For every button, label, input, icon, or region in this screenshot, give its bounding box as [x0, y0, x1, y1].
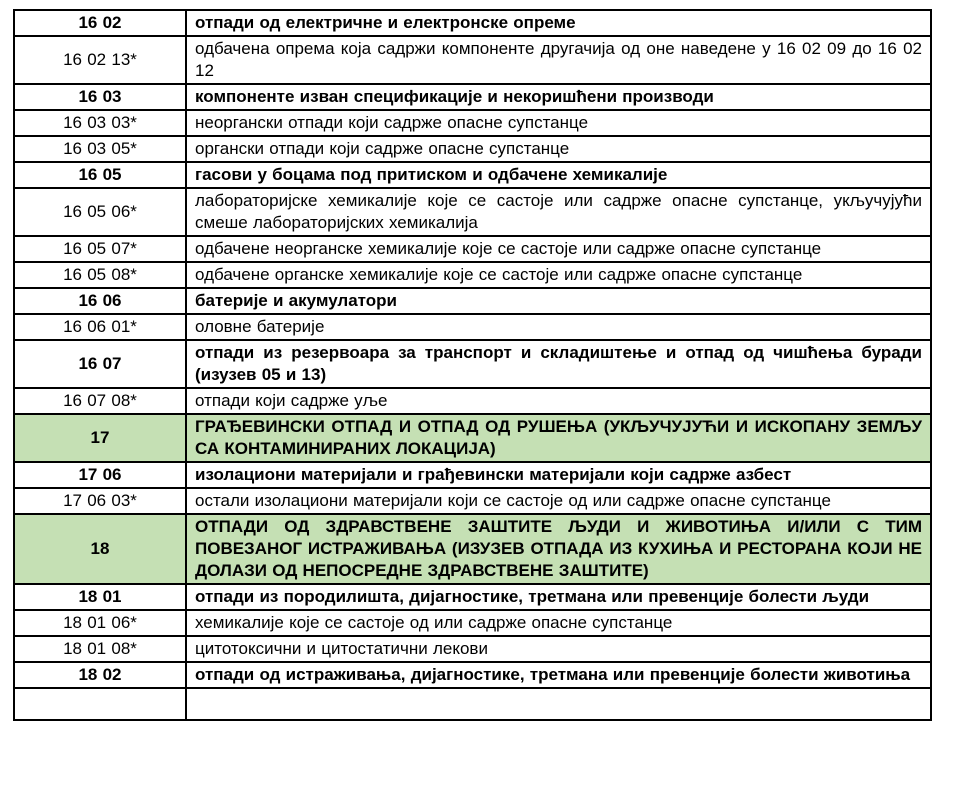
table-row: [14, 84, 931, 110]
table-row: [14, 414, 931, 462]
description-cell: ОТПАДИ ОД ЗДРАВСТВЕНЕ ЗАШТИТЕ ЉУДИ И ЖИВОТИЊА И/ИЛИ С ТИМ ПОВЕЗАНОГ ИСТРАЖИВАЊА (ИЗУЗЕВ ОТПАДА ИЗ КУХИЊА И РЕСТОРАНА КОЈИ НЕ ДОЛАЗИ ОД НЕПОСРЕДНЕ ЗДРАВСТВЕНЕ ЗАШТИТЕ): [186, 514, 931, 584]
description-cell: компоненте изван спецификације и некоришћени производи: [186, 84, 931, 110]
code-cell: 16 03: [14, 84, 186, 110]
code-cell: 16 07 08*: [14, 388, 186, 414]
code-cell: 17 06: [14, 462, 186, 488]
table-row: [14, 340, 931, 388]
table-row: [14, 388, 931, 414]
code-cell: 18 02: [14, 662, 186, 688]
table-row: [14, 262, 931, 288]
description-cell: одбачена опрема која садржи компоненте другачија од оне наведене у 16 02 09 до 16 02 12: [186, 36, 931, 84]
code-cell: 18 01 06*: [14, 610, 186, 636]
code-cell: 17: [14, 414, 186, 462]
description-cell: органски отпади који садрже опасне супстанце: [186, 136, 931, 162]
code-cell: 18: [14, 514, 186, 584]
table-row: [14, 662, 931, 688]
description-cell: батерије и акумулатори: [186, 288, 931, 314]
table-row: [14, 514, 931, 584]
waste-catalog-table: [13, 9, 932, 721]
description-cell: остали изолациони материјали који се састоје од или садрже опасне супстанце: [186, 488, 931, 514]
table-row: [14, 462, 931, 488]
table-row: [14, 488, 931, 514]
code-cell: 16 03 03*: [14, 110, 186, 136]
code-cell: 16 03 05*: [14, 136, 186, 162]
description-cell: ГРАЂЕВИНСКИ ОТПАД И ОТПАД ОД РУШЕЊА (УКЉУЧУЈУЋИ И ИСКОПАНУ ЗЕМЉУ СА КОНТАМИНИРАНИХ ЛОКАЦИЈА): [186, 414, 931, 462]
description-cell: отпади који садрже уље: [186, 388, 931, 414]
code-cell: 18 01: [14, 584, 186, 610]
description-cell: оловне батерије: [186, 314, 931, 340]
description-cell: изолациони материјали и грађевински материјали који садрже азбест: [186, 462, 931, 488]
code-cell: 16 07: [14, 340, 186, 388]
code-cell: 16 05: [14, 162, 186, 188]
description-cell: отпади од истраживања, дијагностике, третмана или превенције болести животиња: [186, 662, 931, 688]
table-row: [14, 236, 931, 262]
code-cell: 16 05 08*: [14, 262, 186, 288]
table-row: [14, 188, 931, 236]
description-cell: [186, 688, 931, 720]
table-row: [14, 314, 931, 340]
description-cell: неоргански отпади који садрже опасне супстанце: [186, 110, 931, 136]
code-cell: 16 06 01*: [14, 314, 186, 340]
table-row: [14, 288, 931, 314]
description-cell: отпади из резервоара за транспорт и складиштење и отпад од чишћења буради (изузев 05 и 13): [186, 340, 931, 388]
description-cell: хемикалије које се састоје од или садрже опасне супстанце: [186, 610, 931, 636]
table-body: [14, 10, 931, 720]
code-cell: [14, 688, 186, 720]
description-cell: отпади из породилишта, дијагностике, третмана или превенције болести људи: [186, 584, 931, 610]
table-row: [14, 162, 931, 188]
table-row: [14, 110, 931, 136]
table-row: [14, 636, 931, 662]
code-cell: 16 02: [14, 10, 186, 36]
code-cell: 17 06 03*: [14, 488, 186, 514]
code-cell: 16 05 06*: [14, 188, 186, 236]
code-cell: 16 06: [14, 288, 186, 314]
code-cell: 16 05 07*: [14, 236, 186, 262]
description-cell: одбачене органске хемикалије које се састоје или садрже опасне супстанце: [186, 262, 931, 288]
table-row: [14, 136, 931, 162]
description-cell: гасови у боцама под притиском и одбачене хемикалије: [186, 162, 931, 188]
table-row: [14, 10, 931, 36]
table-row-partial: [14, 688, 931, 720]
code-cell: 16 02 13*: [14, 36, 186, 84]
table-row: [14, 584, 931, 610]
description-cell: цитотоксични и цитостатични лекови: [186, 636, 931, 662]
document-page: [0, 9, 961, 801]
code-cell: 18 01 08*: [14, 636, 186, 662]
description-cell: отпади од електричне и електронске опреме: [186, 10, 931, 36]
description-cell: одбачене неорганске хемикалије које се састоје или садрже опасне супстанце: [186, 236, 931, 262]
table-row: [14, 610, 931, 636]
table-row: [14, 36, 931, 84]
description-cell: лабораторијске хемикалије које се састоје или садрже опасне супстанце, укључујући смеше лабораторијских хемикалија: [186, 188, 931, 236]
